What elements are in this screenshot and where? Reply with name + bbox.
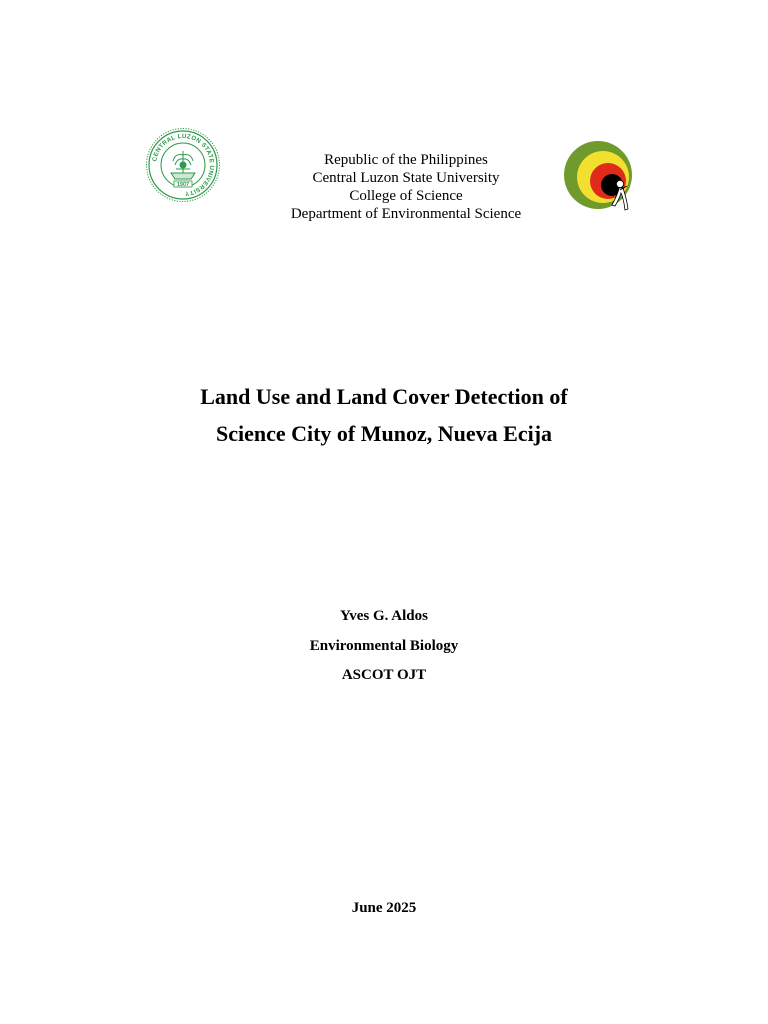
author-name: Yves G. Aldos bbox=[340, 608, 428, 624]
document-title bbox=[100, 378, 668, 452]
title-line-1: Land Use and Land Cover Detection of bbox=[200, 384, 568, 409]
document-date: June 2025 bbox=[351, 900, 417, 916]
svg-text:CENTRAL LUZON STATE UNIVERSITY: CENTRAL LUZON STATE UNIVERSITY bbox=[151, 132, 216, 198]
header-line-university: Central Luzon State University bbox=[312, 170, 500, 186]
author-affiliation: ASCOT OJT bbox=[341, 667, 427, 683]
header-line-republic: Republic of the Philippines bbox=[324, 152, 488, 168]
department-logo-icon bbox=[563, 139, 635, 213]
seal-year: 1907 bbox=[176, 182, 190, 188]
institution-header bbox=[234, 151, 578, 223]
author-program: Environmental Biology bbox=[309, 637, 459, 654]
author-block bbox=[200, 602, 568, 691]
header-line-college: College of Science bbox=[349, 188, 463, 204]
title-line-2: Science City of Munoz, Nueva Ecija bbox=[215, 421, 553, 446]
header-line-department: Department of Environmental Science bbox=[290, 206, 522, 222]
university-seal-icon bbox=[145, 127, 221, 203]
